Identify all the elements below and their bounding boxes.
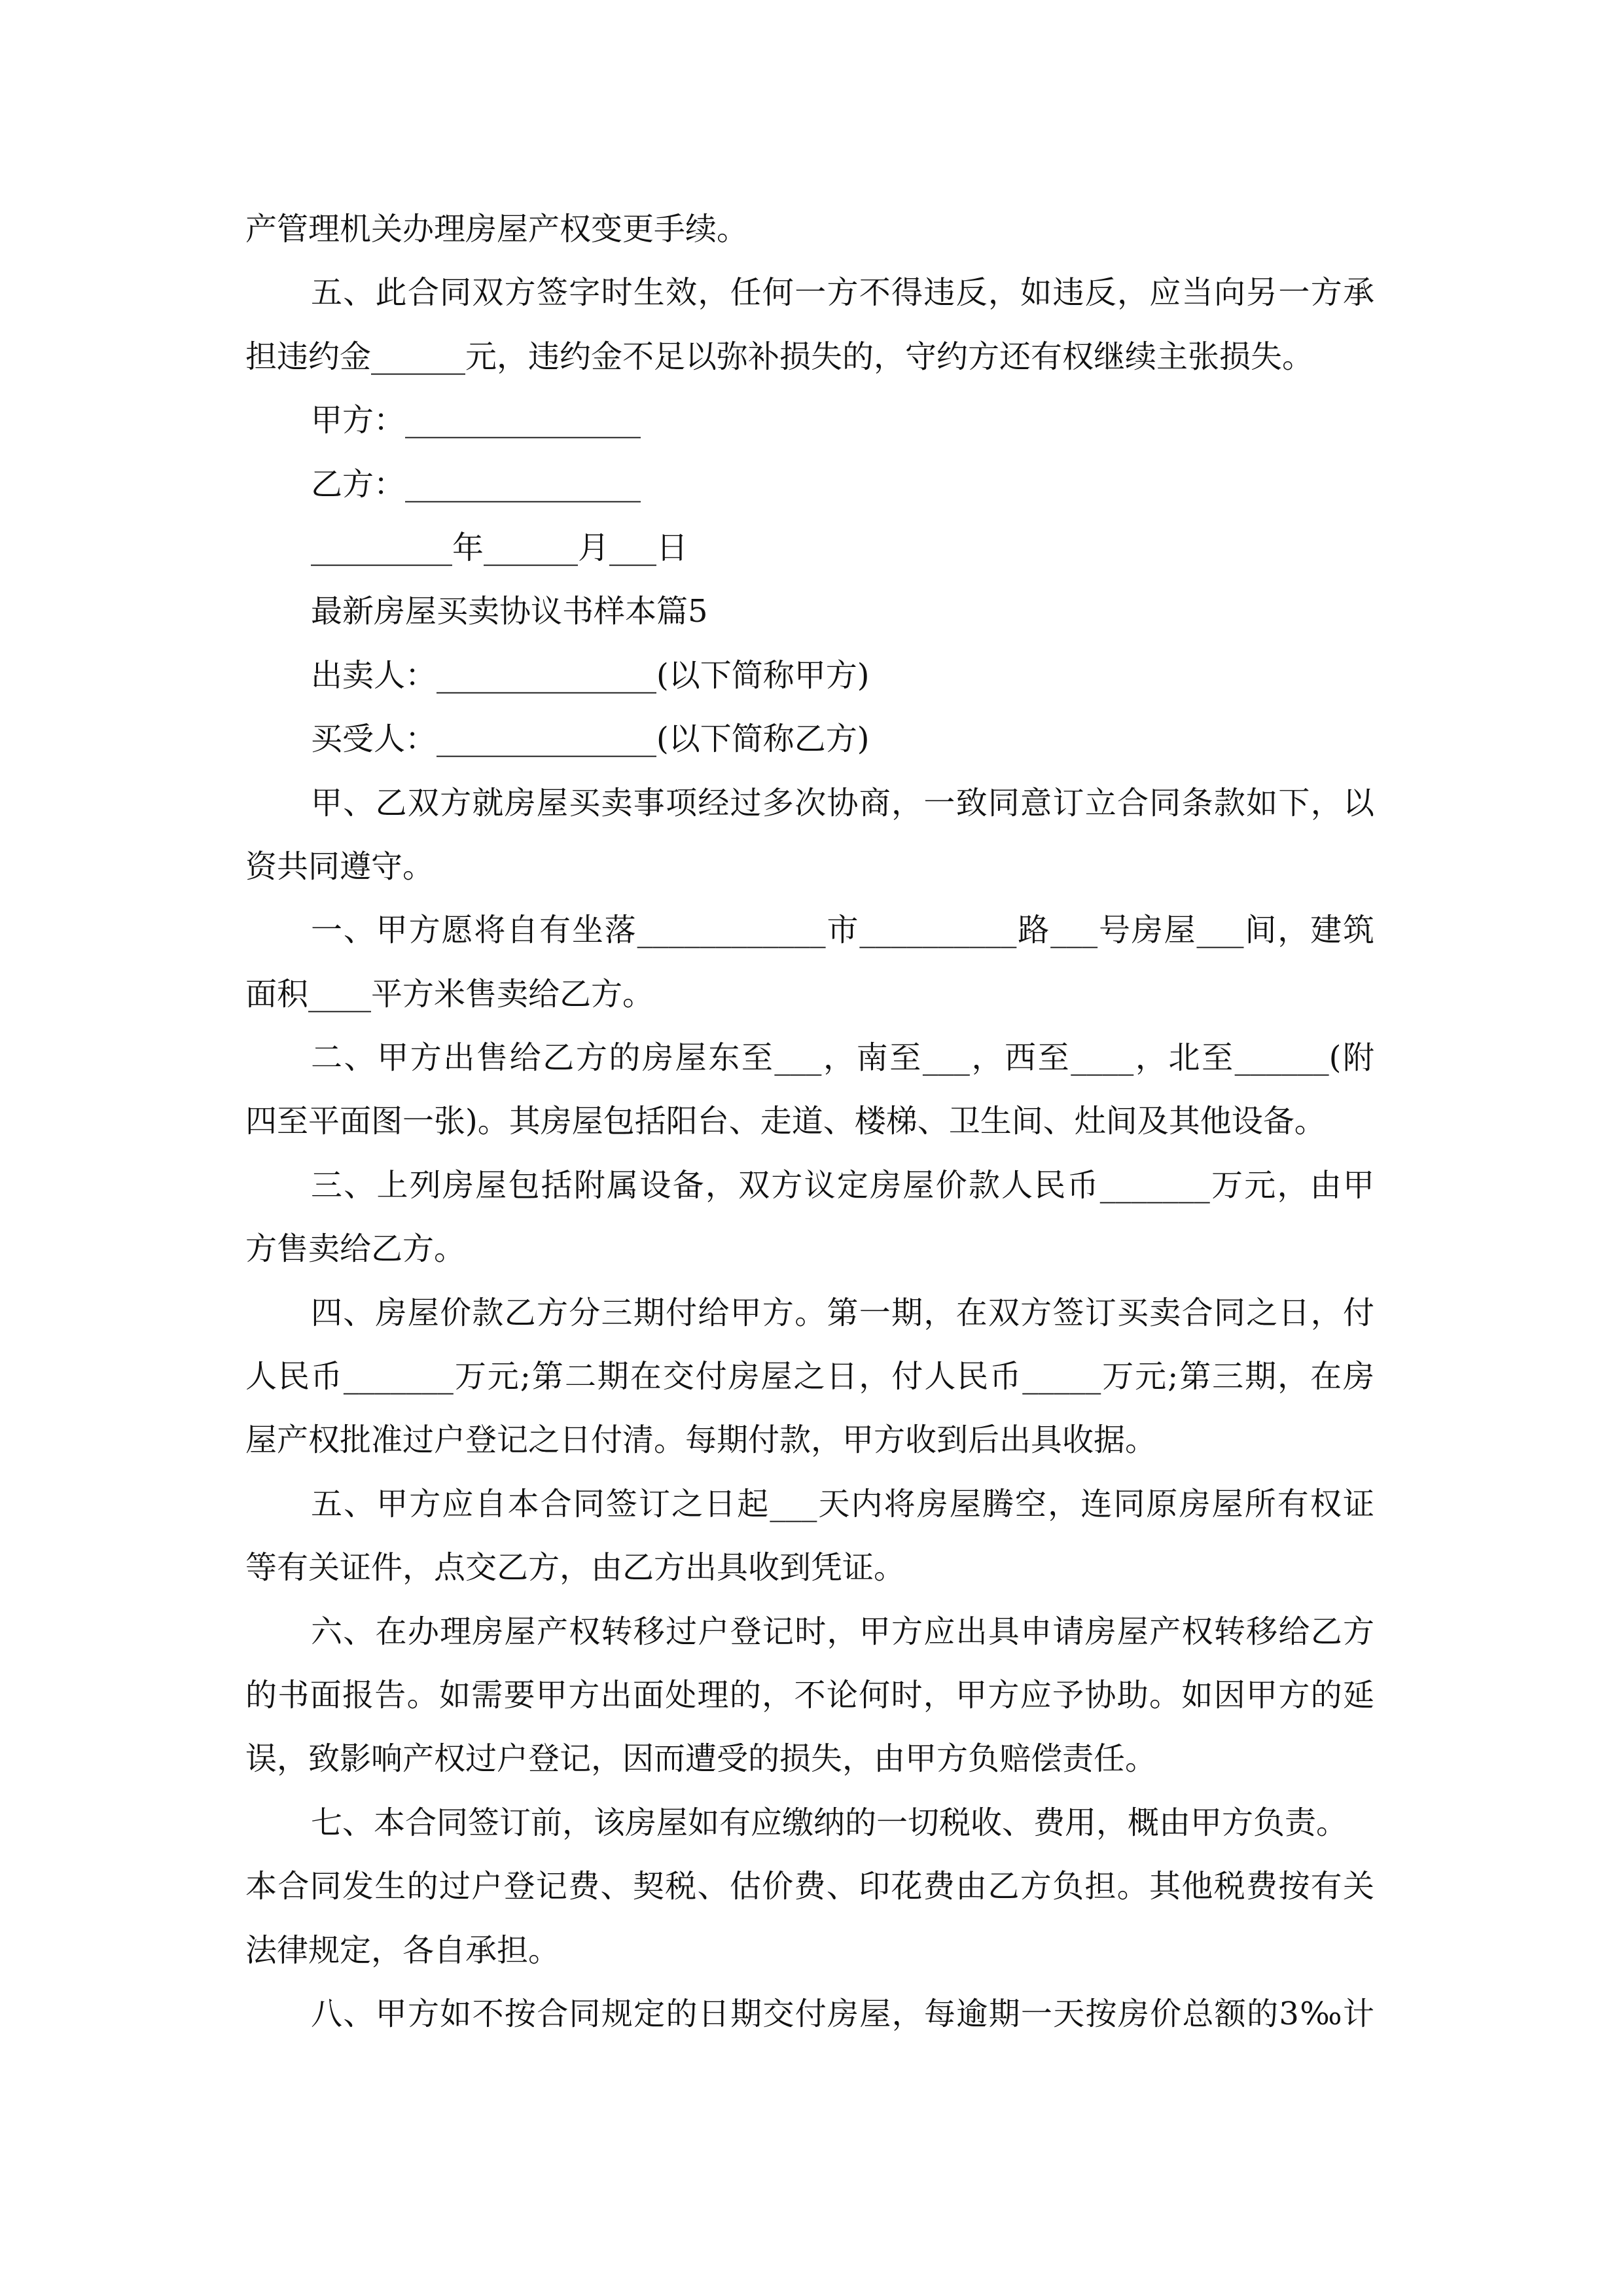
- text-line: 六、在办理房屋产权转移过户登记时，甲方应出具申请房屋产权转移给乙方: [311, 1613, 1374, 1650]
- text-line: 乙方：_______________: [311, 465, 641, 503]
- text-line: 一、甲方愿将自有坐落____________市__________路___号房屋___间，建筑: [311, 912, 1374, 949]
- text-line: 四至平面图一张)。其房屋包括阳台、走道、楼梯、卫生间、灶间及其他设备。: [245, 1103, 1326, 1140]
- text-line: 出卖人：______________(以下简称甲方): [311, 656, 870, 694]
- text-line: 买受人：______________(以下简称乙方): [311, 721, 870, 758]
- text-line: 甲、乙双方就房屋买卖事项经过多次协商，一致同意订立合同条款如下，以: [311, 784, 1374, 821]
- text-line: 最新房屋买卖协议书样本篇5: [311, 593, 708, 630]
- text-line: 误，致影响产权过户登记，因而遭受的损失，由甲方负赔偿责任。: [245, 1740, 1157, 1778]
- text-line: 八、甲方如不按合同规定的日期交付房屋，每逾期一天按房价总额的3‰计: [311, 1995, 1374, 2032]
- text-line: 五、此合同双方签字时生效，任何一方不得违反，如违反，应当向另一方承: [311, 274, 1374, 312]
- text-line: _________年______月___日: [311, 529, 688, 566]
- text-line: 二、甲方出售给乙方的房屋东至___，南至___，西至____，北至______(附: [311, 1039, 1374, 1077]
- text-line: 的书面报告。如需要甲方出面处理的，不论何时，甲方应予协助。如因甲方的延: [245, 1676, 1374, 1713]
- text-line: 屋产权批准过户登记之日付清。每期付款，甲方收到后出具收据。: [245, 1422, 1157, 1459]
- text-line: 法律规定，各自承担。: [245, 1931, 560, 1969]
- text-line: 资共同遵守。: [245, 848, 435, 885]
- text-line: 本合同发生的过户登记费、契税、估价费、印花费由乙方负担。其他税费按有关: [245, 1868, 1374, 1905]
- text-line: 七、本合同签订前，该房屋如有应缴纳的一切税收、费用，概由甲方负责。: [311, 1804, 1348, 1841]
- text-line: 五、甲方应自本合同签订之日起___天内将房屋腾空，连同原房屋所有权证: [311, 1485, 1374, 1522]
- text-line: 四、房屋价款乙方分三期付给甲方。第一期，在双方签订买卖合同之日，付: [311, 1294, 1374, 1331]
- text-line: 人民币_______万元;第二期在交付房屋之日，付人民币_____万元;第三期，在房: [245, 1358, 1374, 1395]
- text-line: 甲方：_______________: [311, 402, 641, 439]
- document-page: [245, 198, 1374, 2046]
- text-line: 面积____平方米售卖给乙方。: [245, 975, 654, 1013]
- text-line: 担违约金______元，违约金不足以弥补损失的，守约方还有权继续主张损失。: [245, 338, 1314, 375]
- text-line: 等有关证件，点交乙方，由乙方出具收到凭证。: [245, 1549, 906, 1587]
- text-line: 产管理机关办理房屋产权变更手续。: [245, 211, 749, 247]
- text-line: 方售卖给乙方。: [245, 1230, 466, 1268]
- text-line: 三、上列房屋包括附属设备，双方议定房屋价款人民币_______万元，由甲: [311, 1166, 1374, 1204]
